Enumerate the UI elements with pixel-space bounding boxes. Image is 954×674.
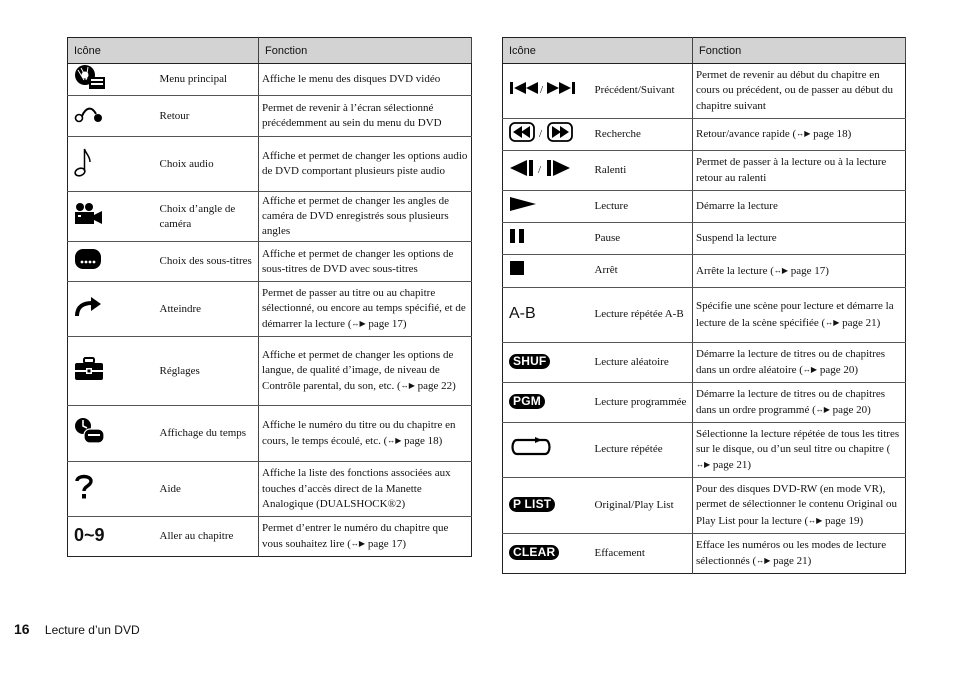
icon-cell xyxy=(503,343,595,383)
table-header-row xyxy=(68,38,472,64)
description-text: Affiche le numéro du titre ou du chapitre en cours, le temps écoulé, etc. ( xyxy=(262,419,456,448)
page-reference[interactable]: page 21) xyxy=(842,316,881,329)
description-text: Sélectionne la lecture répétée de tous les titres sur le disque, ou d’un seul titre ou chapitre ( xyxy=(696,427,900,455)
page-reference[interactable]: page 22) xyxy=(417,380,456,393)
function-description xyxy=(259,406,472,462)
svg-text:/: / xyxy=(539,127,543,140)
function-name: Retour xyxy=(160,96,259,137)
function-description xyxy=(693,64,906,119)
description-text: Affiche la liste des fonctions associées aux touches d’accès direct de la Manette Analogique (DUALSHOCK®2) xyxy=(262,467,451,510)
page-reference[interactable]: page 21) xyxy=(773,555,812,567)
function-description xyxy=(693,191,906,223)
dvd-menu-icon xyxy=(74,64,106,90)
table-row xyxy=(68,242,472,282)
icon-cell xyxy=(68,137,160,192)
description-text: Retour/avance rapide ( xyxy=(696,128,797,141)
page-ref-arrow-icon: ↔▶ xyxy=(796,129,811,139)
table-row xyxy=(503,288,906,343)
table-row xyxy=(503,534,906,574)
zero-nine-icon: 0~9 xyxy=(74,524,105,545)
function-name: Aller au chapitre xyxy=(160,517,259,557)
section-title: Lecture d’un DVD xyxy=(44,623,140,637)
function-description xyxy=(259,137,472,192)
function-description xyxy=(259,282,472,337)
slow-motion-icon xyxy=(509,159,573,177)
page-reference[interactable]: page 21) xyxy=(712,459,752,472)
icon-cell xyxy=(68,192,160,242)
function-description xyxy=(693,383,906,423)
function-name: Lecture aléatoire xyxy=(595,343,693,383)
shuffle-icon: SHUF xyxy=(509,354,550,369)
table-row xyxy=(503,151,906,191)
table-row xyxy=(503,343,906,383)
description-text: Affiche et permet de changer les options de sous-titres de DVD avec sous-titres xyxy=(262,247,454,275)
icon-cell xyxy=(68,96,160,137)
description-text: Affiche le menu des disques DVD vidéo xyxy=(262,73,441,85)
description-text: Permet de revenir à l’écran sélectionné précédemment au sein du menu du DVD xyxy=(262,102,442,130)
svg-text:/: / xyxy=(538,163,542,176)
icon-cell xyxy=(503,223,595,255)
table-row xyxy=(68,64,472,96)
function-description xyxy=(259,192,472,242)
left-function-table xyxy=(67,37,472,557)
function-name: Ralenti xyxy=(595,151,693,191)
description-text: Permet de passer au titre ou au chapitre sélectionné, ou encore au temps spécifié, et de démarrer la lecture ( xyxy=(262,286,466,331)
table-row xyxy=(68,406,472,462)
description-text: Démarre la lecture de titres ou de chapitres dans un ordre programmé ( xyxy=(696,387,886,416)
function-name: Lecture programmée xyxy=(595,383,693,423)
icon-cell xyxy=(503,288,595,343)
function-name: Réglages xyxy=(160,337,259,406)
right-function-table xyxy=(502,37,906,574)
icon-cell xyxy=(68,337,160,406)
function-name: Lecture xyxy=(595,191,693,223)
function-description xyxy=(693,255,906,288)
page-ref-arrow-icon: ↔▶ xyxy=(773,265,789,275)
table-row xyxy=(503,64,906,119)
header-icon: Icône xyxy=(503,38,693,64)
function-description xyxy=(693,478,906,534)
icon-cell xyxy=(503,478,595,534)
page-reference[interactable]: page 17) xyxy=(790,264,829,277)
description-text: Spécifie une scène pour lecture et démarre la lecture de la scène spécifiée ( xyxy=(696,300,894,329)
function-description xyxy=(259,337,472,406)
page-ref-arrow-icon: ↔▶ xyxy=(802,365,818,374)
table-row xyxy=(503,119,906,151)
description-text: Efface les numéros ou les modes de lecture sélectionnés ( xyxy=(696,538,887,567)
page-number: 16 xyxy=(14,621,30,637)
header-function: Fonction xyxy=(259,38,472,64)
function-description xyxy=(259,462,472,517)
function-name: Choix d’angle de caméra xyxy=(160,192,259,242)
function-name: Affichage du temps xyxy=(160,406,259,462)
table-row xyxy=(503,191,906,223)
description-text: Démarre la lecture de titres ou de chapitres dans un ordre aléatoire ( xyxy=(696,347,886,376)
function-description xyxy=(259,96,472,137)
page-ref-arrow-icon: ↔▶ xyxy=(815,405,830,414)
page-ref-arrow-icon: ↔▶ xyxy=(387,436,402,446)
repeat-icon xyxy=(509,437,553,457)
description-text: Pour des disques DVD-RW (en mode VR), permet de sélectionner le contenu Original ou Play List pour la lecture ( xyxy=(696,483,897,527)
table-row xyxy=(68,462,472,517)
page-ref-arrow-icon: ↔▶ xyxy=(756,556,771,565)
goto-arrow-icon xyxy=(74,296,104,318)
table-row xyxy=(503,255,906,288)
page-footer xyxy=(14,621,140,637)
table-row xyxy=(68,337,472,406)
function-name: Précédent/Suivant xyxy=(595,64,693,119)
play-list-icon: P LIST xyxy=(509,497,555,512)
page-ref-arrow-icon: ↔▶ xyxy=(696,460,711,470)
icon-cell xyxy=(503,423,595,478)
time-display-icon xyxy=(74,417,106,445)
function-description xyxy=(259,517,472,557)
description-text: Affiche et permet de changer les options audio de DVD comportant plusieurs piste audio xyxy=(262,150,468,178)
toolbox-icon xyxy=(74,357,104,381)
description-text: Suspend la lecture xyxy=(696,231,777,244)
program-icon: PGM xyxy=(509,394,545,409)
icon-cell xyxy=(503,255,595,288)
page-ref-arrow-icon: ↔▶ xyxy=(350,539,366,549)
icon-cell xyxy=(68,242,160,282)
function-name: Arrêt xyxy=(595,255,693,288)
description-text: Affiche et permet de changer les angles de caméra de DVD enregistrés sous plusieurs angles xyxy=(262,194,450,238)
icon-cell xyxy=(503,64,595,119)
function-name: Pause xyxy=(595,223,693,255)
table-row xyxy=(68,137,472,192)
table-row xyxy=(68,282,472,337)
page-reference[interactable]: page 18) xyxy=(404,435,443,448)
table-row xyxy=(503,383,906,423)
page-ref-arrow-icon: ↔▶ xyxy=(400,381,415,391)
function-name: Lecture répétée xyxy=(595,423,693,478)
function-name: Menu principal xyxy=(160,64,259,96)
description-text: Permet d’entrer le numéro du chapitre que vous souhaitez lire ( xyxy=(262,522,449,551)
subtitle-icon xyxy=(74,248,102,270)
function-description xyxy=(259,64,472,96)
function-description xyxy=(693,151,906,191)
music-note-icon xyxy=(74,146,92,178)
page-reference[interactable]: page 18) xyxy=(813,128,852,141)
icon-cell xyxy=(503,191,595,223)
page-reference[interactable]: page 17) xyxy=(367,538,407,551)
function-name: Atteindre xyxy=(160,282,259,337)
table-row xyxy=(68,96,472,137)
pause-icon xyxy=(509,228,527,244)
table-row xyxy=(68,192,472,242)
function-name: Choix des sous-titres xyxy=(160,242,259,282)
svg-text:/: / xyxy=(540,84,544,97)
search-rewind-forward-icon xyxy=(509,122,573,142)
description-text: Affiche et permet de changer les options de langue, de qualité d’image, de niveau de Contrôle parental, du son, etc. ( xyxy=(262,348,454,393)
description-text: Arrête la lecture ( xyxy=(696,264,774,277)
page-ref-arrow-icon: ↔▶ xyxy=(351,319,366,329)
stop-icon xyxy=(509,260,525,276)
function-description xyxy=(259,242,472,282)
question-icon xyxy=(74,473,94,501)
icon-cell xyxy=(503,383,595,423)
page-ref-arrow-icon: ↔▶ xyxy=(825,317,840,327)
function-name: Choix audio xyxy=(160,137,259,192)
function-name: Aide xyxy=(160,462,259,517)
table-row xyxy=(503,423,906,478)
prev-next-icon xyxy=(509,80,577,96)
function-description xyxy=(693,223,906,255)
icon-cell xyxy=(68,517,160,557)
function-name: Original/Play List xyxy=(595,478,693,534)
icon-cell xyxy=(503,534,595,574)
header-icon: Icône xyxy=(68,38,259,64)
icon-cell xyxy=(68,462,160,517)
return-icon xyxy=(74,105,104,123)
function-description xyxy=(693,343,906,383)
function-description xyxy=(693,119,906,151)
icon-cell xyxy=(68,406,160,462)
description-text: Démarre la lecture xyxy=(696,199,778,212)
icon-cell xyxy=(68,282,160,337)
icon-cell xyxy=(503,151,595,191)
function-name: Recherche xyxy=(595,119,693,151)
page-ref-arrow-icon: ↔▶ xyxy=(808,515,823,525)
function-name: Lecture répétée A-B xyxy=(595,288,693,343)
function-name: Effacement xyxy=(595,534,693,574)
page-reference[interactable]: page 20) xyxy=(819,364,859,376)
description-text: Permet de revenir au début du chapitre en cours ou précédent, ou de passer au début du chapitre suivant xyxy=(696,69,894,112)
camera-icon xyxy=(74,202,104,226)
table-row xyxy=(503,223,906,255)
page-reference[interactable]: page 20) xyxy=(832,404,871,416)
a-b-repeat-icon: A-B xyxy=(509,305,536,323)
page-reference[interactable]: page 17) xyxy=(368,318,407,331)
icon-cell xyxy=(503,119,595,151)
page-reference[interactable]: page 19) xyxy=(825,514,864,527)
icon-cell xyxy=(68,64,160,96)
function-description xyxy=(693,288,906,343)
table-header-row xyxy=(503,38,906,64)
header-function: Fonction xyxy=(693,38,906,64)
description-text: Permet de passer à la lecture ou à la lecture retour au ralenti xyxy=(696,156,887,184)
table-row xyxy=(503,478,906,534)
play-icon xyxy=(509,196,537,212)
clear-icon: CLEAR xyxy=(509,545,559,560)
function-description xyxy=(693,423,906,478)
function-description xyxy=(693,534,906,574)
table-row xyxy=(68,517,472,557)
